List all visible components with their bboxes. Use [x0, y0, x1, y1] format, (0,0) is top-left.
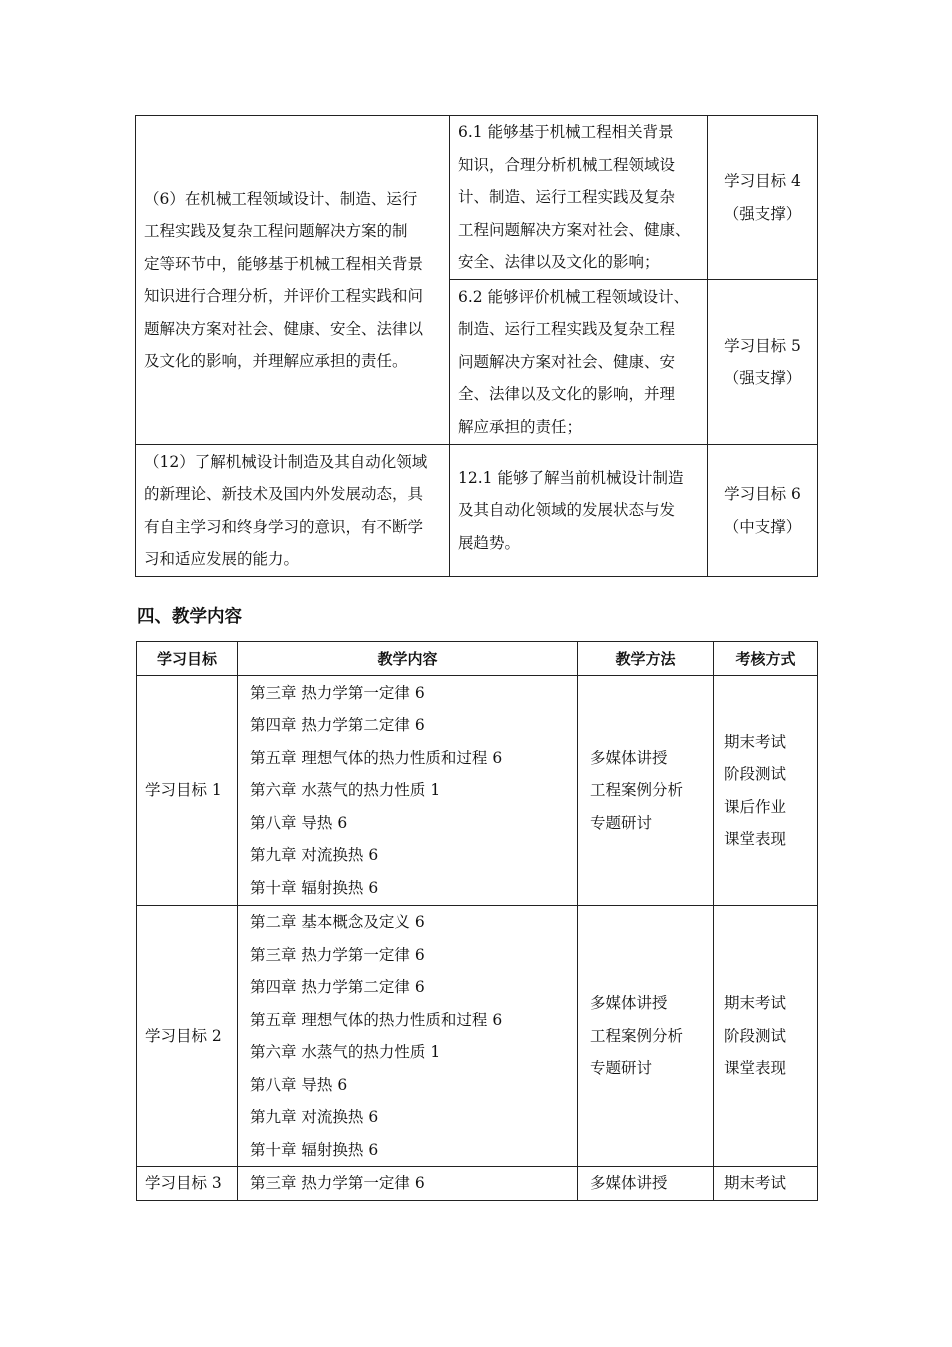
target-cell: 学习目标 3	[137, 1167, 238, 1201]
chapter-item: 第九章 对流换热 6	[250, 1108, 379, 1126]
column-header: 教学内容	[238, 642, 578, 676]
target-cell: 学习目标 1	[137, 676, 238, 906]
table-row	[137, 1167, 818, 1201]
chapter-item: 第四章 热力学第二定律 6	[250, 716, 425, 735]
column-header: 学习目标	[137, 642, 238, 676]
assessment-item: 期末考试	[724, 732, 787, 751]
objective-label: 学习目标 6	[724, 485, 801, 503]
text-line: 12.1 能够了解当前机械设计制造	[458, 468, 684, 487]
text-line: 知识进行合理分析，并评价工程实践和问	[144, 287, 424, 305]
text-line: 计、制造、运行工程实践及复杂	[458, 188, 676, 207]
text-line: 定等环节中，能够基于机械工程相关背景	[144, 254, 424, 273]
chapter-item: 第三章 热力学第一定律 6	[250, 683, 425, 702]
text-line: 问题解决方案对社会、健康、安	[458, 352, 676, 371]
teaching-content-table	[136, 641, 818, 1201]
method-cell	[578, 1167, 714, 1201]
method-item: 多媒体讲授	[590, 994, 668, 1013]
content-cell	[238, 676, 578, 906]
objective-cell	[708, 445, 818, 577]
text-line: （12）了解机械设计制造及其自动化领域	[144, 452, 428, 471]
table-row	[137, 906, 818, 1167]
assessment-item: 期末考试	[724, 994, 787, 1013]
method-item: 工程案例分析	[590, 781, 684, 800]
support-level: （强支撑）	[723, 369, 802, 387]
text-line: 习和适应发展的能力。	[144, 550, 300, 568]
chapter-item: 第三章 热力学第一定律 6	[250, 1174, 425, 1192]
chapter-item: 第五章 理想气体的热力性质和过程 6	[250, 748, 503, 767]
content-cell	[238, 906, 578, 1167]
assessment-item: 课后作业	[724, 797, 787, 816]
text-line: 有自主学习和终身学习的意识，有不断学	[144, 517, 424, 536]
indicator-cell	[450, 445, 708, 577]
text-line: 的新理论、新技术及国内外发展动态，具	[144, 485, 424, 503]
text-line: 及文化的影响，并理解应承担的责任。	[144, 352, 408, 370]
chapter-item: 第十章 辐射换热 6	[250, 1140, 379, 1159]
assessment-item: 课堂表现	[724, 1059, 787, 1078]
method-item: 专题研讨	[590, 813, 653, 832]
method-item: 专题研讨	[590, 1059, 653, 1078]
assessment-item: 阶段测试	[724, 765, 787, 783]
table-row	[137, 676, 818, 906]
chapter-item: 第八章 导热 6	[250, 813, 348, 832]
text-line: 6.1 能够基于机械工程相关背景	[458, 123, 674, 142]
chapter-item: 第二章 基本概念及定义 6	[250, 913, 425, 931]
objective-cell	[708, 116, 818, 280]
support-level: （中支撑）	[723, 517, 802, 536]
assessment-item: 阶段测试	[724, 1026, 787, 1045]
indicator-cell	[450, 116, 708, 280]
assessment-item: 课堂表现	[724, 830, 787, 848]
column-header: 考核方式	[714, 642, 818, 676]
text-line: （6）在机械工程领域设计、制造、运行	[144, 189, 418, 208]
target-cell: 学习目标 2	[137, 906, 238, 1167]
column-header: 教学方法	[578, 642, 714, 676]
chapter-item: 第六章 水蒸气的热力性质 1	[250, 781, 441, 800]
table-row	[136, 116, 818, 280]
assessment-cell	[714, 676, 818, 906]
chapter-item: 第三章 热力学第一定律 6	[250, 945, 425, 964]
chapter-item: 第十章 辐射换热 6	[250, 878, 379, 897]
objective-cell	[708, 280, 818, 445]
section-heading: 四、教学内容	[137, 607, 242, 627]
text-line: 解应承担的责任；	[458, 417, 583, 436]
assessment-cell	[714, 1167, 818, 1201]
method-item: 工程案例分析	[590, 1026, 684, 1045]
text-line: 题解决方案对社会、健康、安全、法律以	[144, 319, 424, 338]
text-line: 工程问题解决方案对社会、健康、	[458, 220, 691, 239]
method-cell	[578, 676, 714, 906]
assessment-cell	[714, 906, 818, 1167]
requirement-cell	[136, 445, 450, 577]
content-cell	[238, 1167, 578, 1201]
table-row	[136, 445, 818, 577]
text-line: 工程实践及复杂工程问题解决方案的制	[144, 222, 408, 240]
objective-label: 学习目标 4	[724, 172, 801, 190]
text-line: 知识，合理分析机械工程领域设	[458, 155, 676, 174]
text-line: 6.2 能够评价机械工程领域设计、	[458, 287, 690, 306]
chapter-item: 第六章 水蒸气的热力性质 1	[250, 1043, 441, 1061]
chapter-item: 第四章 热力学第二定律 6	[250, 978, 425, 996]
text-line: 及其自动化领域的发展状态与发	[458, 501, 676, 520]
text-line: 展趋势。	[458, 533, 521, 552]
indicator-cell	[450, 280, 708, 445]
text-line: 全、法律以及文化的影响，并理	[458, 385, 676, 404]
method-item: 多媒体讲授	[590, 1174, 668, 1192]
text-line: 安全、法律以及文化的影响；	[458, 253, 660, 272]
method-cell	[578, 906, 714, 1167]
outcomes-table	[135, 115, 818, 577]
method-item: 多媒体讲授	[590, 748, 668, 767]
chapter-item: 第五章 理想气体的热力性质和过程 6	[250, 1010, 503, 1029]
objective-label: 学习目标 5	[724, 336, 801, 355]
chapter-item: 第九章 对流换热 6	[250, 846, 379, 865]
requirement-cell	[136, 116, 450, 445]
table-header-row	[137, 642, 818, 676]
text-line: 制造、运行工程实践及复杂工程	[458, 320, 676, 339]
assessment-item: 期末考试	[724, 1174, 787, 1192]
support-level: （强支撑）	[723, 204, 802, 223]
chapter-item: 第八章 导热 6	[250, 1075, 348, 1094]
